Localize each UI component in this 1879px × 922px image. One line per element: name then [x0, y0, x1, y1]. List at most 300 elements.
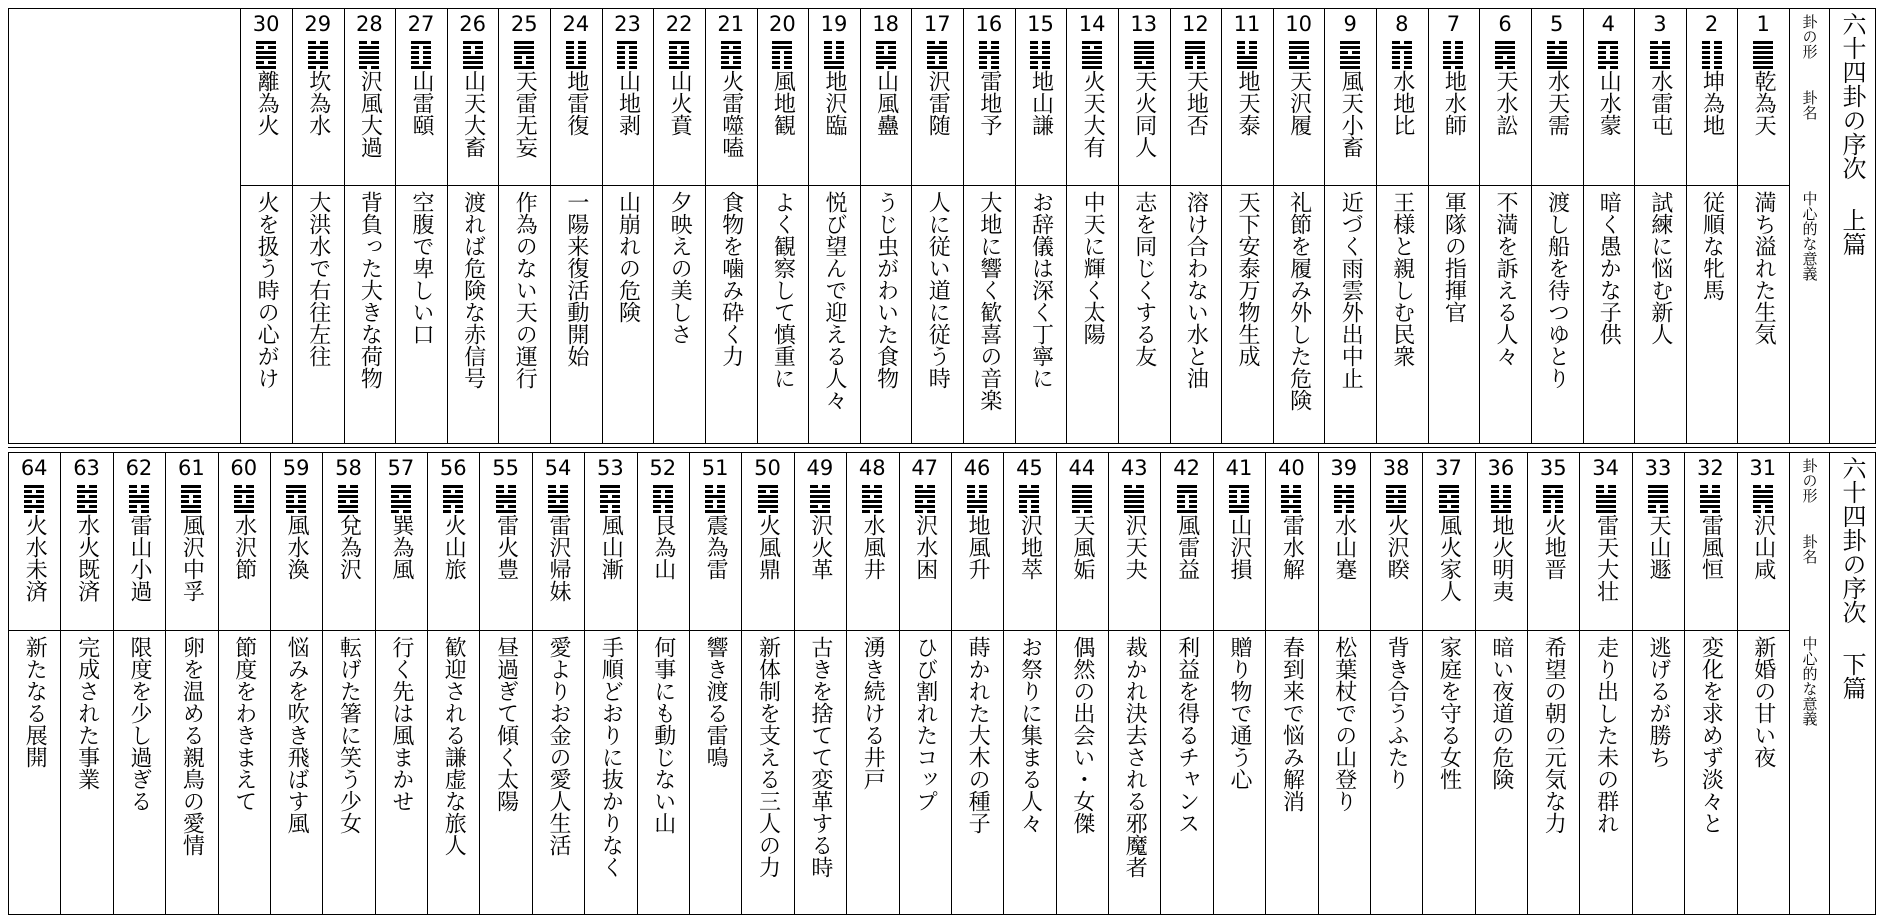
yang-line	[1596, 500, 1616, 503]
hexagram-glyph	[927, 41, 947, 71]
yin-line	[979, 56, 999, 59]
yang-line	[1543, 485, 1563, 488]
hexagram-name: 火風鼎	[755, 514, 781, 580]
hexagram-meaning-cell	[1015, 185, 1067, 443]
yang-line	[721, 51, 741, 54]
hexagram-meaning-cell	[1737, 630, 1789, 914]
yin-line	[1177, 495, 1197, 498]
grid-line-h	[240, 185, 1790, 186]
hexagram-meaning: 火を扱う時の心がけ	[254, 191, 280, 389]
yin-line	[1443, 56, 1463, 59]
hexagram-meaning-cell	[637, 630, 689, 914]
yin-line	[391, 510, 411, 513]
hexagram-glyph	[548, 485, 568, 515]
hexagram-number: 41	[1225, 456, 1253, 480]
hexagram-name-cell	[292, 8, 344, 185]
yang-line	[308, 61, 328, 64]
yang-line	[1753, 66, 1773, 69]
yang-line	[772, 46, 792, 49]
hexagram-name: 風天小畜	[1338, 70, 1364, 158]
grid-line-v	[1737, 452, 1738, 915]
yang-line	[391, 485, 411, 488]
hexagram-name-cell	[653, 8, 705, 185]
yin-line	[862, 485, 882, 488]
hexagram-glyph	[1229, 485, 1249, 515]
hexagram-name-cell	[1428, 8, 1480, 185]
hexagram-name-cell	[1531, 8, 1583, 185]
hexagram-number: 27	[407, 12, 435, 36]
grid-line-v	[375, 452, 376, 915]
yin-line	[862, 495, 882, 498]
hexagram-glyph	[234, 485, 254, 515]
hexagram-glyph	[967, 485, 987, 515]
hexagram-meaning-cell	[427, 630, 479, 914]
yang-line	[1439, 510, 1459, 513]
hexagram-meaning: 松葉杖での山登り	[1331, 636, 1357, 812]
yang-line	[1648, 490, 1668, 493]
hexagram-meaning: 古きを捨てて変革する時	[807, 636, 833, 878]
hexagram-meaning: 食物を噛み砕く力	[718, 191, 744, 367]
hexagram-name-cell	[705, 8, 757, 185]
hexagram-meaning-cell	[1686, 185, 1738, 443]
hexagram-meaning: 希望の朝の元気な力	[1541, 636, 1567, 834]
hexagram-glyph	[721, 41, 741, 71]
hexagram-meaning: 山崩れの危険	[615, 191, 641, 323]
hexagram-name: 火水未済	[22, 514, 48, 602]
yang-line	[1289, 41, 1309, 44]
yin-line	[129, 485, 149, 488]
hexagram-glyph	[1030, 41, 1050, 71]
yin-line	[443, 510, 463, 513]
yin-line	[653, 505, 673, 508]
yin-line	[256, 46, 276, 49]
yang-line	[1386, 495, 1406, 498]
yin-line	[617, 56, 637, 59]
yin-line	[1491, 485, 1511, 488]
yang-line	[463, 56, 483, 59]
yang-line	[1753, 51, 1773, 54]
yang-line	[256, 56, 276, 59]
yin-line	[548, 490, 568, 493]
hexagram-name-cell	[1579, 452, 1631, 630]
yin-line	[1547, 51, 1567, 54]
hexagram-number: 33	[1644, 456, 1672, 480]
hexagram-glyph	[1439, 485, 1459, 515]
section-title-cell	[1829, 452, 1875, 914]
yin-line	[1281, 510, 1301, 513]
hexagram-number: 55	[492, 456, 519, 480]
yin-line	[1650, 56, 1670, 59]
yang-line	[463, 41, 483, 44]
yang-line	[1753, 61, 1773, 64]
yin-line	[915, 510, 935, 513]
yang-line	[129, 500, 149, 503]
hexagram-name-cell	[270, 452, 322, 630]
hexagram-glyph	[979, 41, 999, 71]
hexagram-number: 60	[230, 456, 258, 480]
grid-line-v	[705, 8, 706, 444]
hexagram-name: 天風姤	[1069, 514, 1095, 580]
yin-line	[979, 46, 999, 49]
hexagram-name-cell	[498, 8, 550, 185]
hexagram-number: 14	[1078, 12, 1106, 36]
hexagram-name-cell	[1221, 8, 1273, 185]
yang-line	[1443, 61, 1463, 64]
hexagram-name-cell	[1527, 452, 1579, 630]
yang-line	[617, 41, 637, 44]
yin-line	[181, 500, 201, 503]
hexagram-name: 坤為地	[1699, 70, 1725, 136]
hexagram-meaning-cell	[60, 630, 112, 914]
yang-line	[1229, 510, 1249, 513]
hexagram-glyph	[24, 485, 44, 515]
hexagram-glyph	[256, 41, 276, 71]
yin-line	[129, 505, 149, 508]
yin-line	[411, 46, 431, 49]
hexagram-glyph	[129, 485, 149, 515]
yin-line	[772, 51, 792, 54]
hexagram-number: 64	[20, 456, 48, 480]
hexagram-meaning-cell	[1324, 185, 1376, 443]
hexagram-name-cell	[1056, 452, 1108, 630]
hexagram-glyph	[1072, 485, 1092, 515]
yang-line	[653, 485, 673, 488]
yin-line	[705, 485, 725, 488]
hexagram-glyph	[758, 485, 778, 515]
hexagram-meaning-cell	[1527, 630, 1579, 914]
hexagram-number: 59	[282, 456, 310, 480]
hexagram-meaning: よく観察して慎重に	[770, 191, 796, 389]
yin-line	[308, 51, 328, 54]
yang-line	[600, 500, 620, 503]
yin-line	[463, 46, 483, 49]
yang-line	[411, 41, 431, 44]
grid-line-v	[1875, 8, 1876, 444]
grid-line-v	[550, 8, 551, 444]
yang-line	[338, 505, 358, 508]
yin-line	[1753, 485, 1773, 488]
grid-line-v	[794, 452, 795, 915]
yang-line	[1019, 490, 1039, 493]
hexagram-meaning-cell	[447, 185, 499, 443]
hexagram-name: 天水訟	[1493, 70, 1519, 136]
yin-line	[566, 46, 586, 49]
hexagram-name-cell	[637, 452, 689, 630]
yin-line	[443, 490, 463, 493]
yin-line	[772, 56, 792, 59]
hexagram-glyph	[617, 41, 637, 71]
yin-line	[967, 485, 987, 488]
yin-line	[1392, 66, 1412, 69]
hexagram-meaning: 贈り物で通う心	[1226, 636, 1252, 790]
yin-line	[669, 46, 689, 49]
hexagram-meaning: 悩みを吹き飛ばす風	[284, 636, 310, 834]
yin-line	[1124, 485, 1144, 488]
hexagram-name-cell	[1213, 452, 1265, 630]
hexagram-meaning-cell	[165, 630, 217, 914]
yang-line	[1648, 500, 1668, 503]
hexagram-glyph	[705, 485, 725, 515]
yang-line	[256, 41, 276, 44]
grid-line-h	[8, 447, 1876, 448]
yin-line	[824, 41, 844, 44]
section-title-cell	[1829, 8, 1875, 443]
hexagram-meaning: 従順な牝馬	[1699, 191, 1725, 301]
yang-line	[1495, 51, 1515, 54]
yang-line	[1650, 66, 1670, 69]
grid-line-v	[846, 452, 847, 915]
yin-line	[181, 495, 201, 498]
yang-line	[1340, 66, 1360, 69]
hexagram-name-cell	[963, 8, 1015, 185]
hexagram-name: 水沢節	[231, 514, 257, 580]
hexagram-name-cell	[447, 8, 499, 185]
hexagram-glyph	[286, 485, 306, 515]
hexagram-glyph	[1340, 41, 1360, 71]
yang-line	[338, 490, 358, 493]
header-shape-label: 卦の形	[1800, 458, 1819, 503]
grid-line-v	[1318, 452, 1319, 915]
hexagram-name-cell	[1686, 8, 1738, 185]
hexagram-meaning: 裁かれ決去される邪魔者	[1122, 636, 1148, 878]
hexagram-number: 35	[1539, 456, 1567, 480]
yin-line	[1392, 61, 1412, 64]
yang-line	[1392, 46, 1412, 49]
hexagram-glyph	[1281, 485, 1301, 515]
hexagram-name: 沢風大過	[357, 70, 383, 158]
header-shape-name-cell	[1789, 452, 1829, 630]
yang-line	[77, 500, 97, 503]
hexagram-meaning-cell	[1422, 630, 1474, 914]
yin-line	[24, 500, 44, 503]
yin-line	[705, 505, 725, 508]
hexagram-name-cell	[1376, 8, 1428, 185]
grid-line-v	[1632, 452, 1633, 915]
hexagram-name: 水地比	[1389, 70, 1415, 136]
yang-line	[967, 505, 987, 508]
grid-line-v	[963, 8, 964, 444]
hexagram-name-cell	[218, 452, 270, 630]
yin-line	[1177, 500, 1197, 503]
hexagram-meaning-cell	[375, 630, 427, 914]
hexagram-name: 風山漸	[598, 514, 624, 580]
yin-line	[1030, 41, 1050, 44]
hexagram-glyph	[1753, 485, 1773, 515]
hexagram-name-cell	[1273, 8, 1325, 185]
yin-line	[1185, 61, 1205, 64]
yin-line	[721, 46, 741, 49]
hexagram-meaning-cell	[860, 185, 912, 443]
hexagram-meaning: 転げた箸に笑う少女	[336, 636, 362, 834]
yang-line	[391, 490, 411, 493]
yin-line	[129, 490, 149, 493]
yin-line	[496, 485, 516, 488]
hexagram-meaning-cell	[1118, 185, 1170, 443]
yin-line	[1495, 66, 1515, 69]
hexagram-name-cell	[479, 452, 531, 630]
hexagram-name: 山天大畜	[460, 70, 486, 158]
grid-line-v	[602, 8, 603, 444]
yang-line	[496, 500, 516, 503]
hexagram-number: 26	[459, 12, 486, 36]
hexagram-meaning: 春到来で悩み解消	[1279, 636, 1305, 812]
header-meaning-cell	[1789, 185, 1829, 443]
yang-line	[181, 490, 201, 493]
yang-line	[1547, 56, 1567, 59]
header-shape-name-cell	[1789, 8, 1829, 185]
yang-line	[1072, 500, 1092, 503]
hexagram-meaning-cell	[689, 630, 741, 914]
hexagram-meaning: 不満を訴える人々	[1493, 191, 1519, 367]
hexagram-meaning: 卵を温める親鳥の愛情	[179, 636, 205, 856]
hexagram-name: 火地晋	[1541, 514, 1567, 580]
hexagram-name-cell	[757, 8, 809, 185]
hexagram-meaning: 背負った大きな荷物	[357, 191, 383, 389]
hexagram-name: 艮為山	[650, 514, 676, 580]
header-name-label: 卦名	[1800, 534, 1819, 564]
yang-line	[1491, 500, 1511, 503]
yang-line	[566, 66, 586, 69]
yin-line	[1019, 485, 1039, 488]
yin-line	[1547, 41, 1567, 44]
hexagram-name: 離為火	[254, 70, 280, 136]
hexagram-name: 坎為水	[305, 70, 331, 136]
yin-line	[1439, 505, 1459, 508]
hexagram-glyph	[876, 41, 896, 71]
hexagram-name: 地山謙	[1028, 70, 1054, 136]
yang-line	[256, 51, 276, 54]
hexagram-glyph	[1082, 41, 1102, 71]
yang-line	[181, 510, 201, 513]
grid-line-v	[427, 452, 428, 915]
hexagram-name: 沢水困	[912, 514, 938, 580]
grid-line-v	[1015, 8, 1016, 444]
grid-line-v	[1108, 452, 1109, 915]
yang-line	[1340, 61, 1360, 64]
yin-line	[1334, 505, 1354, 508]
hexagram-meaning-cell	[270, 630, 322, 914]
hexagram-glyph	[862, 485, 882, 515]
hexagram-number: 38	[1382, 456, 1410, 480]
hexagram-glyph	[338, 485, 358, 515]
hexagram-meaning-cell	[653, 185, 705, 443]
yang-line	[1547, 46, 1567, 49]
grid-line-v	[689, 452, 690, 915]
hexagram-meaning-cell	[1003, 630, 1055, 914]
hexagram-name-cell	[1632, 452, 1684, 630]
hexagram-meaning-cell	[741, 630, 793, 914]
hexagram-meaning-cell	[1213, 630, 1265, 914]
yin-line	[1650, 51, 1670, 54]
yang-line	[1491, 510, 1511, 513]
hexagram-meaning: 昼過ぎて傾く太陽	[493, 636, 519, 812]
yang-line	[876, 41, 896, 44]
hexagram-name: 天地否	[1183, 70, 1209, 136]
hexagram-glyph	[1495, 41, 1515, 71]
grid-line-h	[8, 914, 1876, 915]
yin-line	[915, 500, 935, 503]
hexagram-glyph	[1289, 41, 1309, 71]
yin-line	[1495, 56, 1515, 59]
hexagram-name: 風沢中孚	[179, 514, 205, 602]
grid-line-v	[1527, 452, 1528, 915]
grid-line-v	[1273, 8, 1274, 444]
hexagram-name: 雷火豊	[493, 514, 519, 580]
hexagram-number: 46	[963, 456, 991, 480]
hexagram-meaning-cell	[1056, 630, 1108, 914]
grid-line-h	[8, 8, 1876, 9]
hexagram-glyph	[496, 485, 516, 515]
hexagram-glyph	[308, 41, 328, 71]
hexagram-glyph	[181, 485, 201, 515]
yang-line	[1386, 485, 1406, 488]
grid-line-v	[447, 8, 448, 444]
hexagram-meaning: 一陽来復活動開始	[563, 191, 589, 367]
yin-line	[600, 510, 620, 513]
yin-line	[927, 41, 947, 44]
hexagram-name: 水火既済	[74, 514, 100, 602]
yin-line	[1443, 41, 1463, 44]
hexagram-name-cell	[808, 8, 860, 185]
yin-line	[234, 500, 254, 503]
yin-line	[1702, 41, 1722, 44]
hexagram-number: 49	[806, 456, 834, 480]
hexagram-name: 火雷噬嗑	[718, 70, 744, 158]
grid-line-v	[532, 452, 533, 915]
hexagram-number: 5	[1549, 12, 1564, 36]
hexagram-glyph	[566, 41, 586, 71]
yin-line	[1082, 46, 1102, 49]
hexagram-meaning-cell	[550, 185, 602, 443]
hexagram-name: 水雷屯	[1647, 70, 1673, 136]
hexagram-meaning: 響き渡る雷鳴	[703, 636, 729, 768]
hexagram-meaning-cell	[1634, 185, 1686, 443]
yang-line	[927, 66, 947, 69]
yin-line	[1598, 56, 1618, 59]
hexagram-name-cell	[550, 8, 602, 185]
yang-line	[1289, 46, 1309, 49]
grid-line-h	[8, 452, 1876, 453]
hexagram-name: 天火同人	[1131, 70, 1157, 158]
yin-line	[1443, 51, 1463, 54]
header-shape-label: 卦の形	[1800, 14, 1819, 59]
grid-line-v	[899, 452, 900, 915]
yang-line	[653, 500, 673, 503]
yang-line	[758, 485, 778, 488]
yin-line	[286, 495, 306, 498]
hexagram-number: 9	[1343, 12, 1357, 36]
yang-line	[514, 66, 534, 69]
hexagram-name: 山雷頤	[408, 70, 434, 136]
hexagram-name: 地風升	[965, 514, 991, 580]
hexagram-number: 21	[717, 12, 745, 36]
hexagram-meaning-cell	[951, 630, 1003, 914]
yin-line	[1700, 510, 1720, 513]
hexagram-number: 30	[252, 12, 280, 36]
yang-line	[862, 500, 882, 503]
hexagram-meaning: 溶け合わない水と油	[1183, 191, 1209, 389]
hexagram-number: 11	[1233, 12, 1261, 36]
hexagram-meaning: 大地に響く歓喜の音楽	[976, 191, 1002, 411]
hexagram-number: 7	[1446, 12, 1461, 36]
hexagram-name: 雷地予	[976, 70, 1002, 136]
hexagram-number: 1	[1756, 12, 1770, 36]
yang-line	[181, 505, 201, 508]
yang-line	[1019, 495, 1039, 498]
hexagram-name-cell	[1108, 452, 1160, 630]
header-name-label: 卦名	[1800, 90, 1819, 120]
hexagram-glyph	[1124, 485, 1144, 515]
